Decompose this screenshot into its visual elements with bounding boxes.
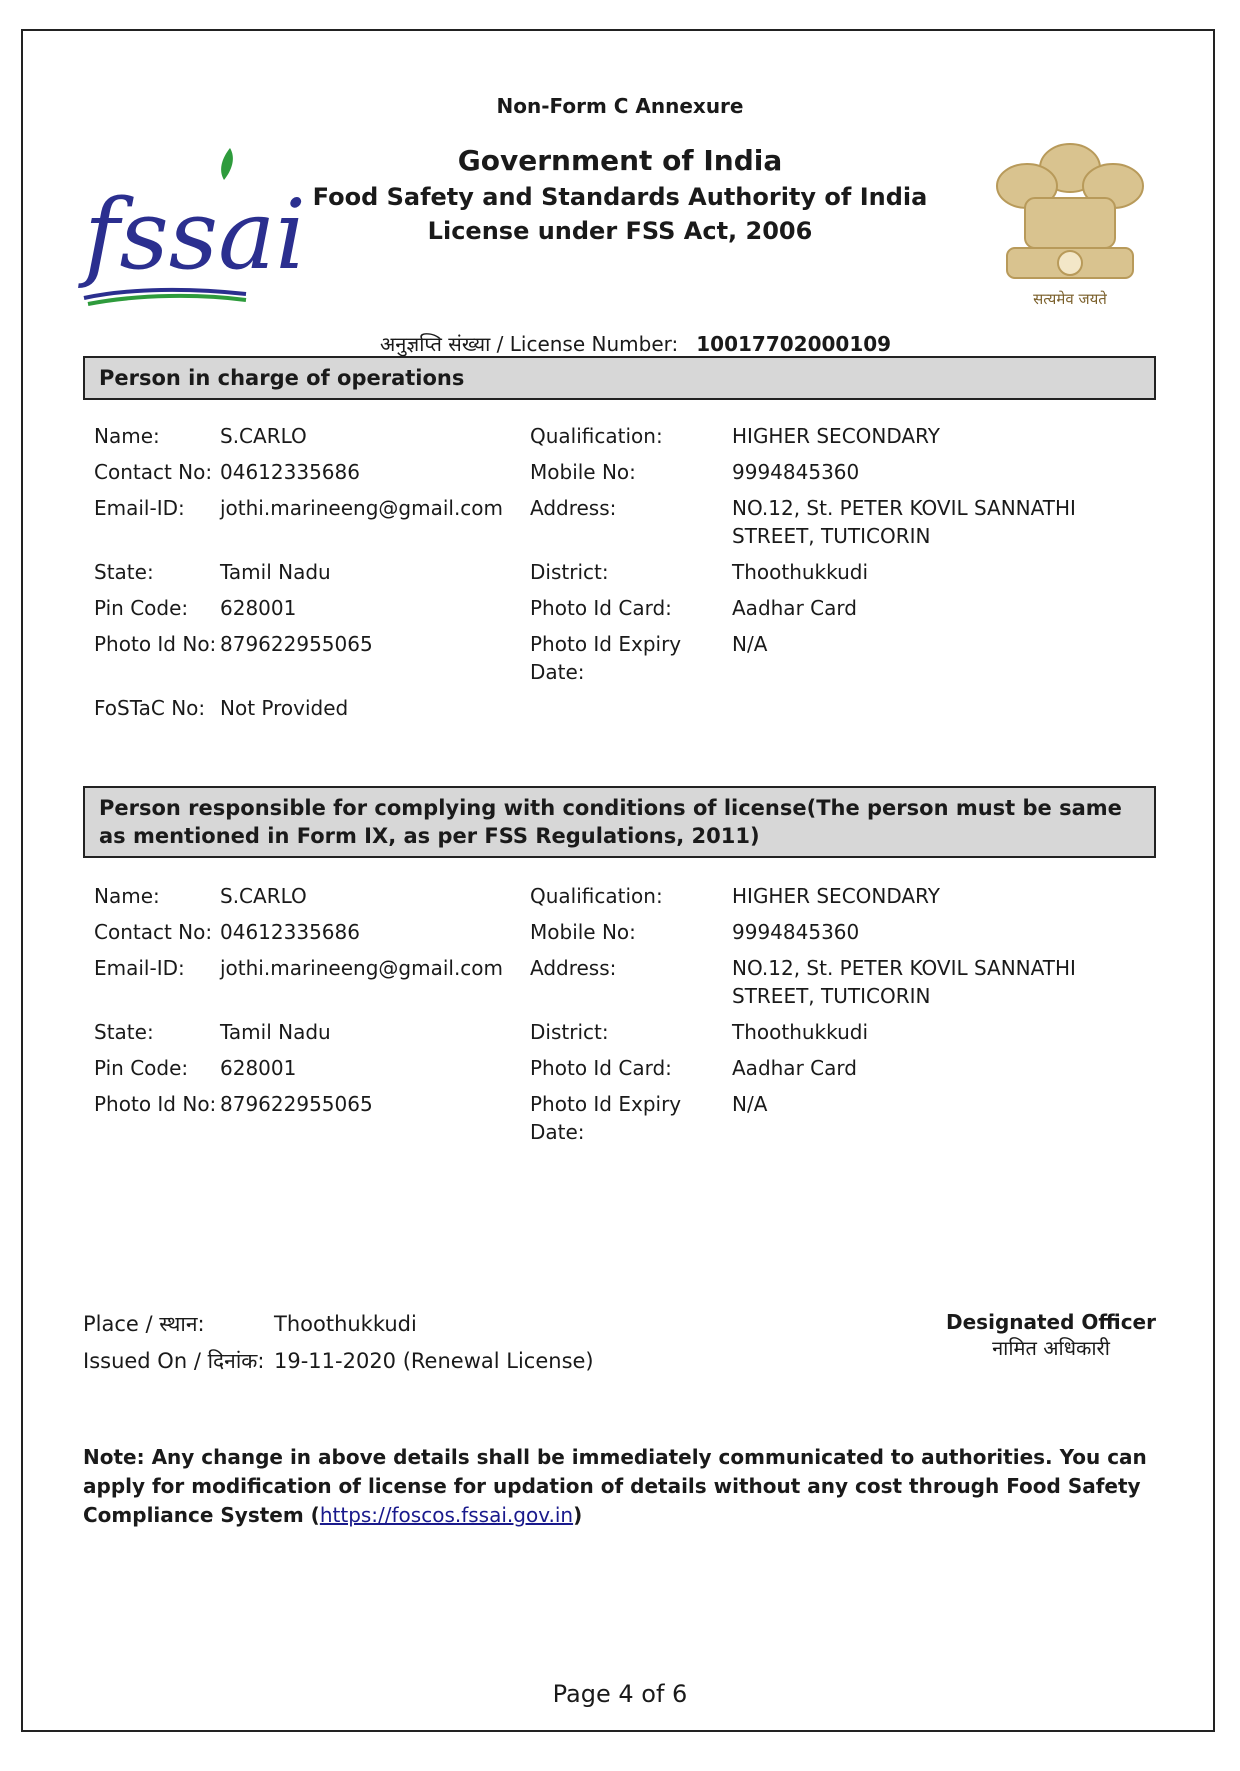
district-value: Thoothukkudi — [732, 560, 869, 584]
place-row — [83, 1310, 594, 1338]
photo-id-card-value: Aadhar Card — [732, 1056, 857, 1080]
photo-id-no-value: 879622955065 — [220, 1092, 373, 1116]
issued-on-label: Issued On / दिनांक: — [83, 1349, 265, 1373]
contact-value: 04612335686 — [220, 460, 360, 484]
authority-title: Food Safety and Standards Authority of India — [312, 183, 928, 211]
government-title: Government of India — [457, 144, 783, 177]
pincode-label: Pin Code: — [94, 596, 189, 620]
email-value: jothi.marineeng@gmail.com — [220, 956, 504, 980]
act-title: License under FSS Act, 2006 — [427, 217, 813, 245]
fostac-value: Not Provided — [220, 696, 349, 720]
detail-row — [94, 494, 1160, 550]
photo-id-card-value: Aadhar Card — [732, 596, 857, 620]
photo-id-expiry-label: Photo Id Expiry Date: — [530, 632, 682, 684]
fostac-label: FoSTaC No: — [94, 696, 206, 720]
issued-on-value: 19-11-2020 (Renewal License) — [274, 1349, 594, 1373]
email-label: Email-ID: — [94, 496, 185, 520]
mobile-value: 9994845360 — [732, 460, 860, 484]
qualification-value: HIGHER SECONDARY — [732, 424, 940, 448]
detail-row — [94, 594, 1160, 622]
name-label: Name: — [94, 424, 160, 448]
detail-row — [94, 422, 1160, 450]
photo-id-no-value: 879622955065 — [220, 632, 373, 656]
name-value: S.CARLO — [220, 424, 307, 448]
detail-row — [94, 558, 1160, 586]
pincode-value: 628001 — [220, 1056, 297, 1080]
note-close: ) — [573, 1503, 583, 1527]
district-label: District: — [530, 1020, 609, 1044]
photo-id-expiry-label: Photo Id Expiry Date: — [530, 1092, 682, 1144]
designated-officer-hindi: नामित अधिकारी — [992, 1336, 1110, 1360]
address-value: NO.12, St. PETER KOVIL SANNATHI STREET, TUTICORIN — [732, 496, 1076, 548]
detail-row — [94, 1054, 1160, 1082]
issued-row — [83, 1347, 594, 1375]
qualification-label: Qualification: — [530, 884, 663, 908]
state-label: State: — [94, 560, 154, 584]
address-value: NO.12, St. PETER KOVIL SANNATHI STREET, TUTICORIN — [732, 956, 1076, 1008]
photo-id-card-label: Photo Id Card: — [530, 596, 672, 620]
address-label: Address: — [530, 956, 617, 980]
annexure-title: Non-Form C Annexure — [496, 94, 744, 118]
license-number-row — [380, 330, 891, 357]
note — [83, 1443, 1163, 1530]
photo-id-card-label: Photo Id Card: — [530, 1056, 672, 1080]
district-value: Thoothukkudi — [732, 1020, 869, 1044]
qualification-value: HIGHER SECONDARY — [732, 884, 940, 908]
detail-row — [94, 458, 1160, 486]
place-value: Thoothukkudi — [274, 1312, 417, 1336]
issue-details — [83, 1310, 594, 1384]
contact-label: Contact No: — [94, 460, 213, 484]
state-value: Tamil Nadu — [220, 1020, 331, 1044]
detail-row — [94, 630, 1160, 686]
contact-label: Contact No: — [94, 920, 213, 944]
detail-row — [94, 918, 1160, 946]
detail-row — [94, 882, 1160, 910]
detail-row — [94, 694, 1160, 722]
name-label: Name: — [94, 884, 160, 908]
qualification-label: Qualification: — [530, 424, 663, 448]
photo-id-expiry-value: N/A — [732, 1092, 768, 1116]
mobile-value: 9994845360 — [732, 920, 860, 944]
fssai-logo-text: fssai — [84, 179, 306, 291]
state-label: State: — [94, 1020, 154, 1044]
emblem-motto: सत्यमेव जयते — [1033, 290, 1107, 308]
designated-officer-title: Designated Officer — [946, 1310, 1156, 1334]
district-label: District: — [530, 560, 609, 584]
license-number: 10017702000109 — [696, 332, 892, 356]
email-value: jothi.marineeng@gmail.com — [220, 496, 504, 520]
section-heading-responsible-person: Person responsible for complying with conditions of license(The person must be same as mentioned in Form IX, as per FSS Regulations, 2011) — [83, 786, 1156, 858]
email-label: Email-ID: — [94, 956, 185, 980]
detail-row — [94, 1018, 1160, 1046]
mobile-label: Mobile No: — [530, 920, 636, 944]
contact-value: 04612335686 — [220, 920, 360, 944]
place-label: Place / स्थान: — [83, 1312, 205, 1336]
responsible-person-details — [94, 882, 1160, 1154]
note-text: Note: Any change in above details shall be immediately communicated to authorities. You can apply for modification of license for updation of details without any cost through Food Safety Compliance System ( — [83, 1445, 1147, 1527]
detail-row — [94, 954, 1160, 1010]
page-number: Page 4 of 6 — [552, 1680, 688, 1708]
address-label: Address: — [530, 496, 617, 520]
photo-id-no-label: Photo Id No: — [94, 632, 217, 656]
license-number-label: अनुज्ञप्ति संख्या / License Number: — [380, 332, 679, 356]
detail-row — [94, 1090, 1160, 1146]
foscos-link[interactable]: https://foscos.fssai.gov.in — [319, 1503, 574, 1527]
pincode-label: Pin Code: — [94, 1056, 189, 1080]
state-value: Tamil Nadu — [220, 560, 331, 584]
designated-officer — [946, 1309, 1156, 1361]
section-heading-operations: Person in charge of operations — [83, 356, 1156, 400]
operations-details — [94, 422, 1160, 730]
mobile-label: Mobile No: — [530, 460, 636, 484]
name-value: S.CARLO — [220, 884, 307, 908]
pincode-value: 628001 — [220, 596, 297, 620]
photo-id-expiry-value: N/A — [732, 632, 768, 656]
photo-id-no-label: Photo Id No: — [94, 1092, 217, 1116]
